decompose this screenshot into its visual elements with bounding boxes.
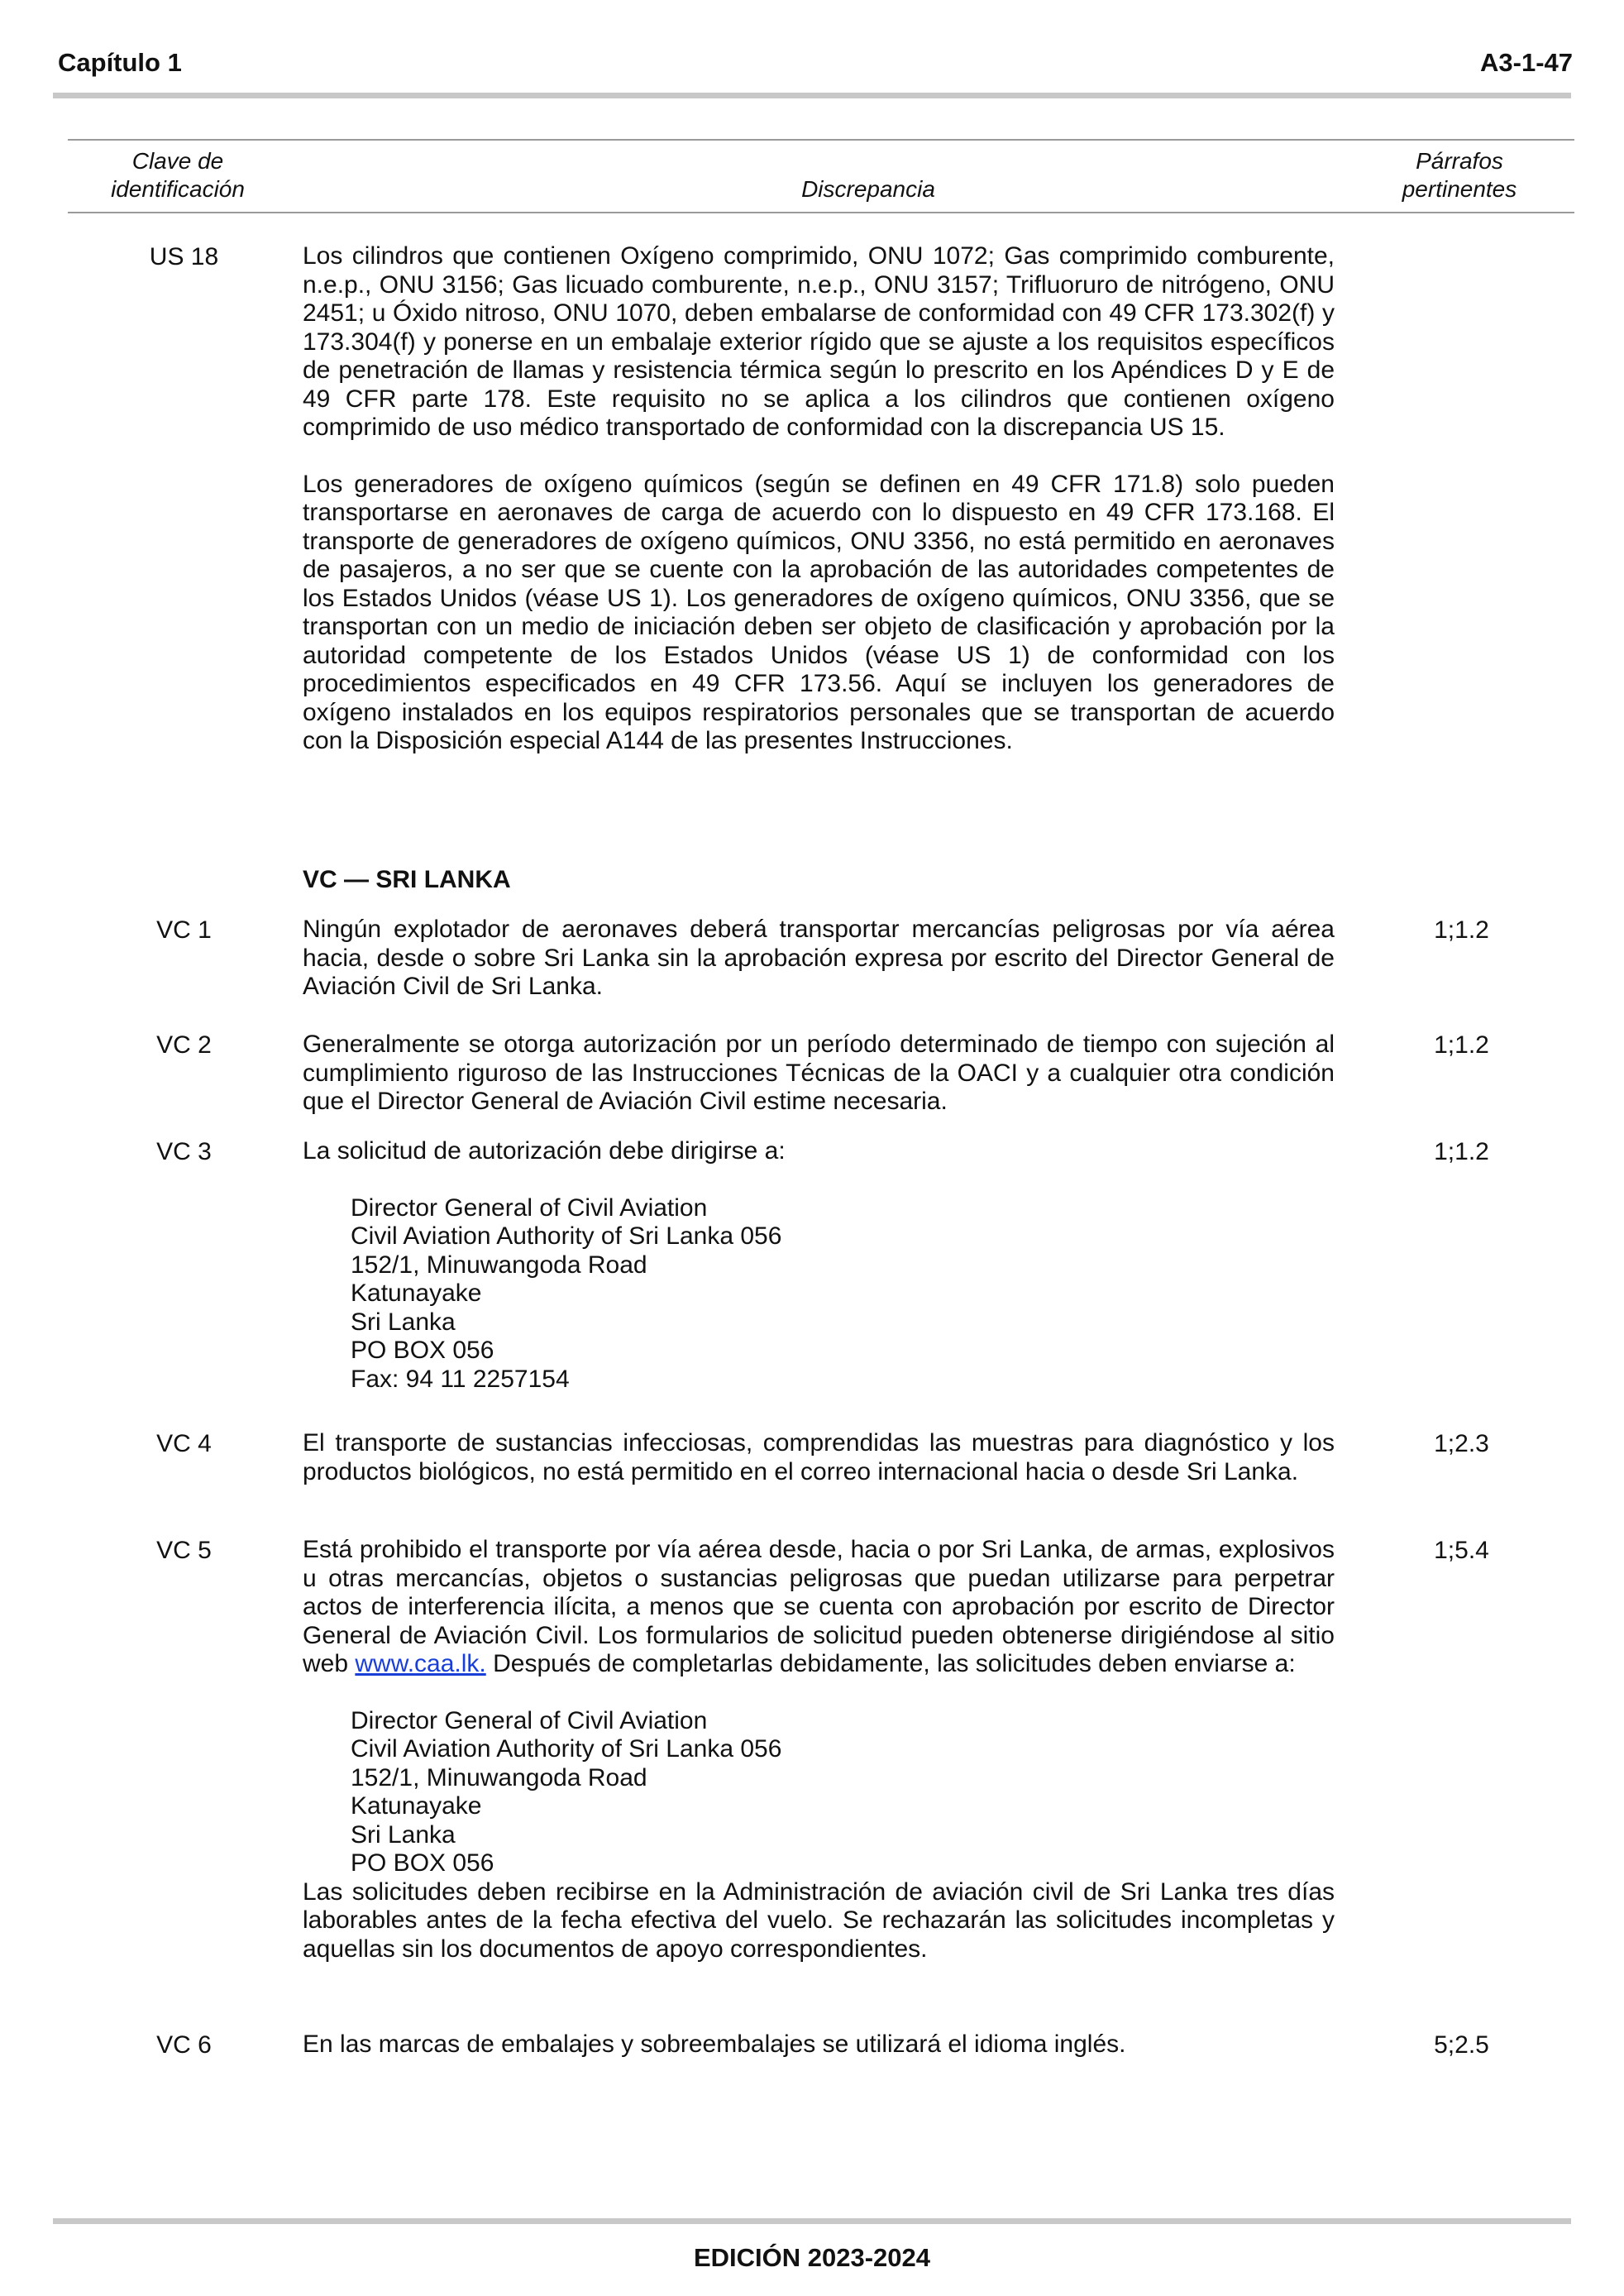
row-paragraph-ref: 1;1.2 [1434,916,1489,944]
column-header-discrepancy: Discrepancia [801,176,935,202]
row-paragraph-ref: 5;2.5 [1434,2031,1489,2059]
chapter-label: Capítulo 1 [58,48,182,77]
header-rule [53,93,1571,98]
page-code: A3-1-47 [1480,48,1573,77]
row-paragraph-ref: 1;1.2 [1434,1031,1489,1059]
row-discrepancy: Generalmente se otorga autorización por un período determinado de tiempo con sujeción al cumplimiento riguroso de las Instrucciones Técnicas de la OACI y a cualquier otra condición que el Director General de Aviación Civil estime necesaria. [303,1031,1335,1115]
vc5-text-after: Después de completarlas debidamente, las solicitudes deben enviarse a: [485,1650,1296,1677]
row-discrepancy [303,1536,1335,1964]
website-link[interactable]: www.caa.lk. [355,1650,486,1677]
address-line: Katunayake [351,1280,482,1307]
row-key: VC 3 [156,1138,212,1165]
address-line: Director General of Civil Aviation [351,1193,708,1222]
address-line: Fax: 94 11 2257154 [351,1365,570,1393]
address-line: Katunayake [351,1792,482,1820]
vc5-text [303,1536,1335,1679]
column-header-paragraphs: Párrafos pertinentes [1402,148,1517,202]
address-line: 152/1, Minuwangoda Road [351,1251,647,1279]
row-discrepancy [303,1137,1335,1394]
row-key: VC 4 [156,1430,212,1457]
address-line: Director General of Civil Aviation [351,1706,708,1734]
address-line: PO BOX 056 [351,1849,494,1877]
row-discrepancy [303,242,1335,756]
address-line: Sri Lanka [351,1820,456,1849]
us18-paragraph-1: Los cilindros que contienen Oxígeno comprimido, ONU 1072; Gas comprimido comburente, n.e.p., ONU 3156; Gas licuado comburente, n.e.p., ONU 3157; Trifluoruro de nitrógeno, ONU 2451; u Óxido nitroso, ONU 1070, deben embalarse de conformidad con 49 CFR 173.302(f) y 173.304(f) y ponerse en un embalaje exterior rígido que se ajuste a los requisitos específicos de penetración de llamas y resistencia térmica según lo prescrito en los Apéndices D y E de 49 CFR parte 178. Este requisito no se aplica a los cilindros que contienen oxígeno comprimido de uso médico transportado de conformidad con la discrepancia US 15. [303,242,1335,441]
table-top-rule [68,139,1574,141]
column-header-key: Clave de identificación [111,148,245,202]
row-key: VC 2 [156,1031,212,1059]
address-line: Civil Aviation Authority of Sri Lanka 056 [351,1735,782,1763]
row-discrepancy: El transporte de sustancias infecciosas, comprendidas las muestras para diagnóstico y los productos biológicos, no está permitido en el correo internacional hacia o desde Sri Lanka. [303,1429,1335,1485]
vc5-address [351,1707,1335,1878]
row-paragraph-ref: 1;5.4 [1434,1537,1489,1564]
us18-paragraph-2: Los generadores de oxígeno químicos (según se definen en 49 CFR 171.8) solo pueden transportarse en aeronaves de carga de acuerdo con lo dispuesto en 49 CFR 173.168. El transporte de generadores de oxígeno químicos, ONU 3356, no está permitido en aeronaves de pasajeros, a no ser que se cuente con la aprobación de las autoridades competentes de los Estados Unidos (véase US 1). Los generadores de oxígeno químicos, ONU 3356, que se transportan con un medio de iniciación deben ser objeto de clasificación y aprobación por la autoridad competente de los Estados Unidos (véase US 1) de conformidad con los procedimientos especificados en 49 CFR 173.56. Aquí se incluyen los generadores de oxígeno instalados en los equipos respiratorios personales que se transportan de acuerdo con la Disposición especial A144 de las presentes Instrucciones. [303,470,1335,754]
vc5-note: Las solicitudes deben recibirse en la Administración de aviación civil de Sri Lanka tres días laborables antes de la fecha efectiva del vuelo. Se rechazarán las solicitudes incompletas y aquellas sin los documentos de apoyo correspondientes. [303,1877,1335,1963]
row-key: US 18 [149,243,219,270]
vc3-address [351,1194,1335,1394]
row-key: VC 5 [156,1537,212,1564]
vc3-text: La solicitud de autorización debe dirigirse a: [303,1137,786,1165]
row-discrepancy: En las marcas de embalajes y sobreembalajes se utilizará el idioma inglés. [303,2031,1126,2058]
row-paragraph-ref: 1;1.2 [1434,1138,1489,1165]
row-key: VC 1 [156,916,212,944]
table-header-rule [68,212,1574,213]
address-line: PO BOX 056 [351,1337,494,1364]
address-line: 152/1, Minuwangoda Road [351,1763,647,1791]
row-discrepancy: Ningún explotador de aeronaves deberá transportar mercancías peligrosas por vía aérea hacia, desde o sobre Sri Lanka sin la aprobación expresa por escrito del Director General de Aviación Civil de Sri Lanka. [303,916,1335,1000]
section-title: VC — SRI LANKA [303,866,511,893]
address-line: Civil Aviation Authority of Sri Lanka 056 [351,1222,782,1250]
row-paragraph-ref: 1;2.3 [1434,1430,1489,1457]
row-key: VC 6 [156,2031,212,2059]
vc5-text-before: Está prohibido el transporte por vía aérea desde, hacia o por Sri Lanka, de armas, explosivos u otras mercancías, objetos o sustancias peligrosas que puedan utilizarse para perpetrar actos de interferencia ilícita, a menos que se cuenta con aprobación por escrito de Director General de Aviación Civil. Los formularios de solicitud pueden obtenerse dirigiéndose al sitio web [303,1536,1335,1677]
address-line: Sri Lanka [351,1308,456,1336]
footer-rule [53,2218,1571,2224]
edition-footer: EDICIÓN 2023-2024 [693,2243,931,2272]
